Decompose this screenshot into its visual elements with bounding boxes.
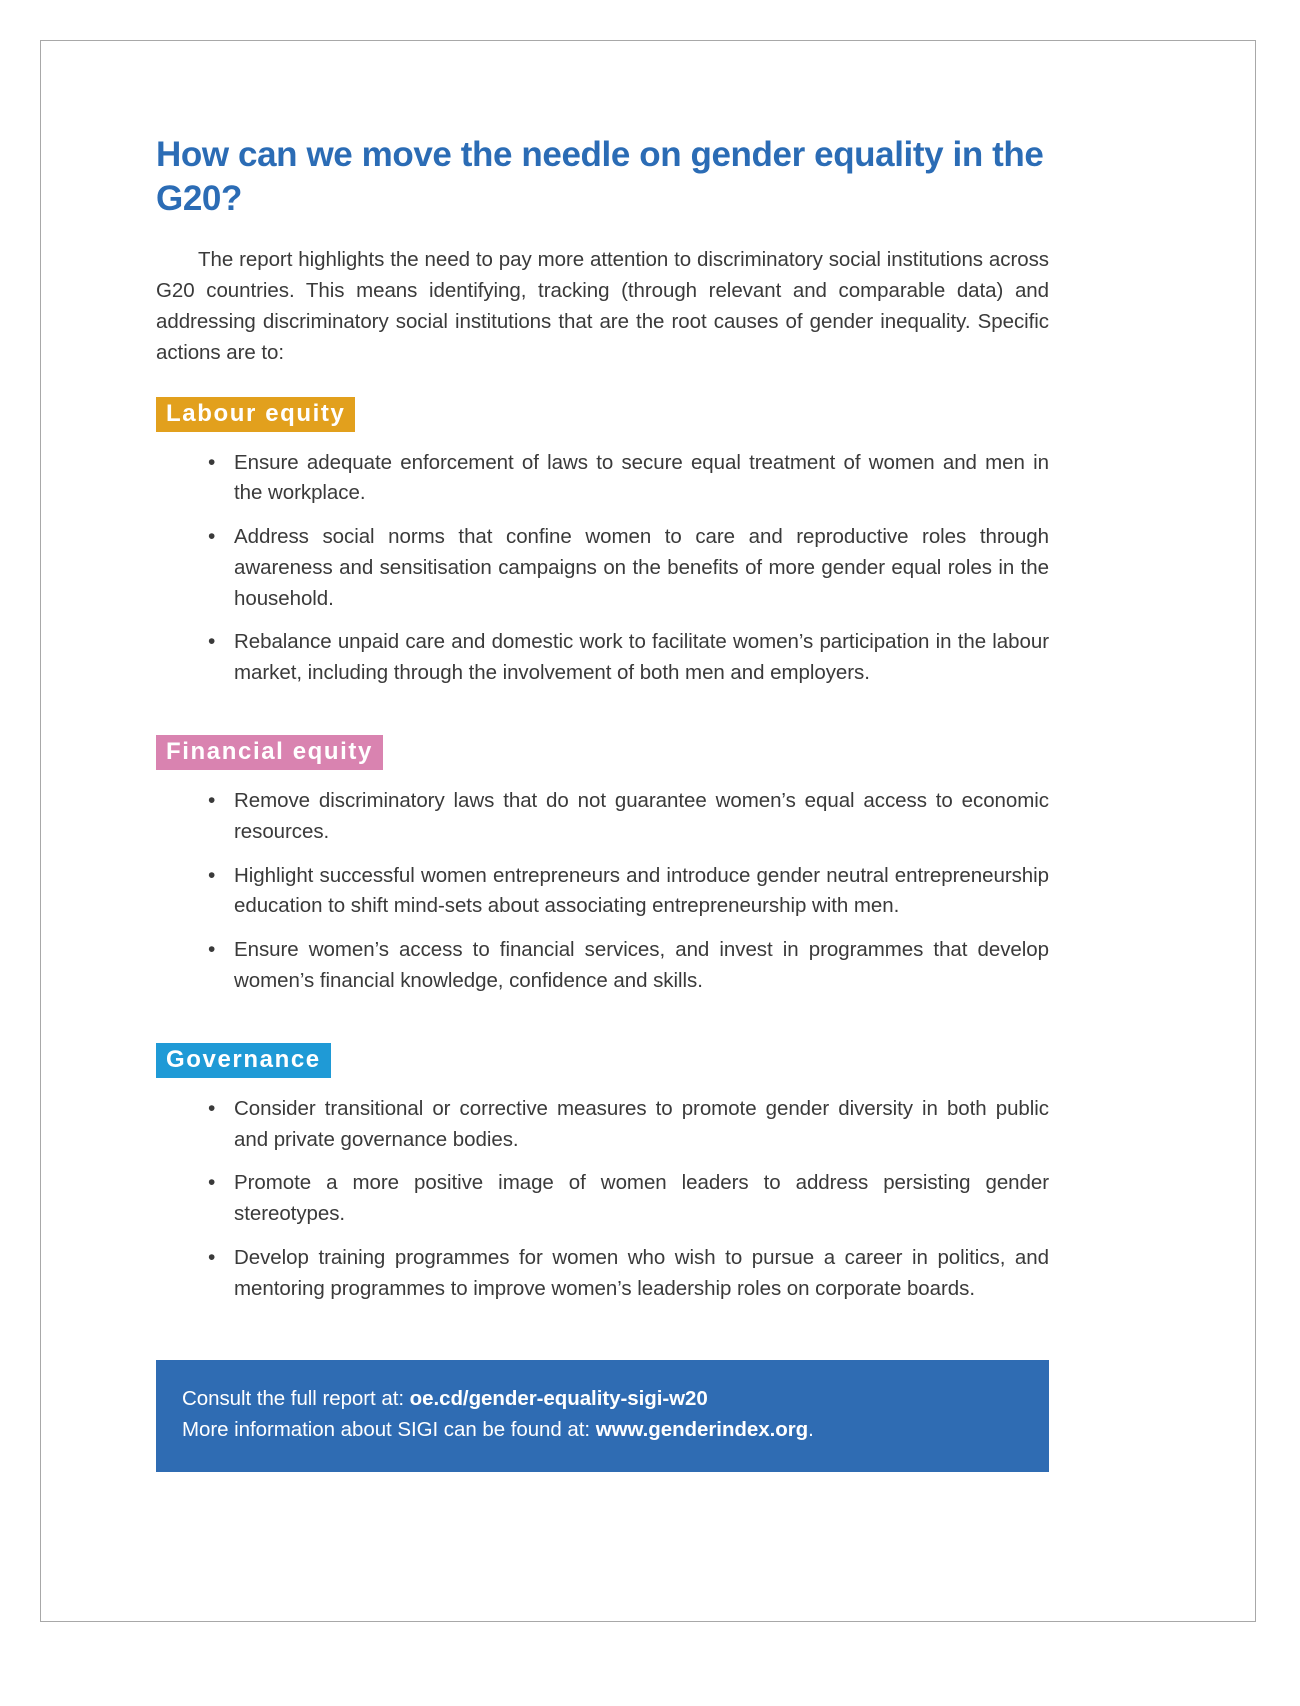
page-title: How can we move the needle on gender equality in the G20? (156, 135, 1044, 219)
footer-report-prefix: Consult the full report at: (182, 1387, 410, 1411)
bullet-list-governance (156, 1094, 1056, 1305)
footer-report-link[interactable]: oe.cd/gender-equality-sigi-w20 (409, 1387, 708, 1411)
list-item: • Promote a more positive image of women leaders to address persisting gender stereotypes. (156, 1168, 1049, 1230)
list-item: • Ensure women’s access to financial services, and invest in programmes that develop women’s financial knowledge, confidence and skills. (156, 935, 1049, 997)
section-governance (156, 1043, 1056, 1305)
section-financial-equity (156, 735, 1056, 997)
footer-sigi-suffix: . (808, 1418, 814, 1442)
page-content (156, 133, 1056, 1472)
footer-callout-box (156, 1360, 1049, 1472)
footer-report-line (182, 1384, 1023, 1415)
section-badge-financial-equity: Financial equity (156, 735, 383, 770)
intro-paragraph: The report highlights the need to pay more attention to discriminatory social institutions across G20 countries. This means identifying, tracking (through relevant and comparable data) and addressing discriminatory social institutions that are the root causes of gender inequality. Specific actions are to: (156, 247, 1049, 365)
list-item: • Remove discriminatory laws that do not guarantee women’s equal access to economic resources. (156, 786, 1049, 848)
list-item: • Develop training programmes for women who wish to pursue a career in politics, and mentoring programmes to improve women’s leadership roles on corporate boards. (156, 1243, 1049, 1305)
section-badge-governance: Governance (156, 1043, 331, 1078)
list-item: • Ensure adequate enforcement of laws to secure equal treatment of women and men in the workplace. (156, 448, 1049, 510)
list-item: • Highlight successful women entrepreneurs and introduce gender neutral entrepreneurship education to shift mind-sets about associating entrepreneurship with men. (156, 861, 1049, 923)
bullet-list-labour-equity (156, 448, 1056, 689)
list-item: • Consider transitional or corrective measures to promote gender diversity in both public and private governance bodies. (156, 1094, 1049, 1156)
list-item: • Rebalance unpaid care and domestic work to facilitate women’s participation in the labour market, including through the involvement of both men and employers. (156, 627, 1049, 689)
bullet-list-financial-equity (156, 786, 1056, 997)
footer-sigi-line (182, 1415, 1023, 1446)
footer-sigi-prefix: More information about SIGI can be found at: (182, 1418, 596, 1442)
footer-sigi-link[interactable]: www.genderindex.org (595, 1418, 809, 1442)
section-badge-labour-equity: Labour equity (156, 397, 355, 432)
list-item: • Address social norms that confine women to care and reproductive roles through awareness and sensitisation campaigns on the benefits of more gender equal roles in the household. (156, 522, 1049, 614)
page-frame (40, 40, 1256, 1622)
section-labour-equity (156, 397, 1056, 689)
